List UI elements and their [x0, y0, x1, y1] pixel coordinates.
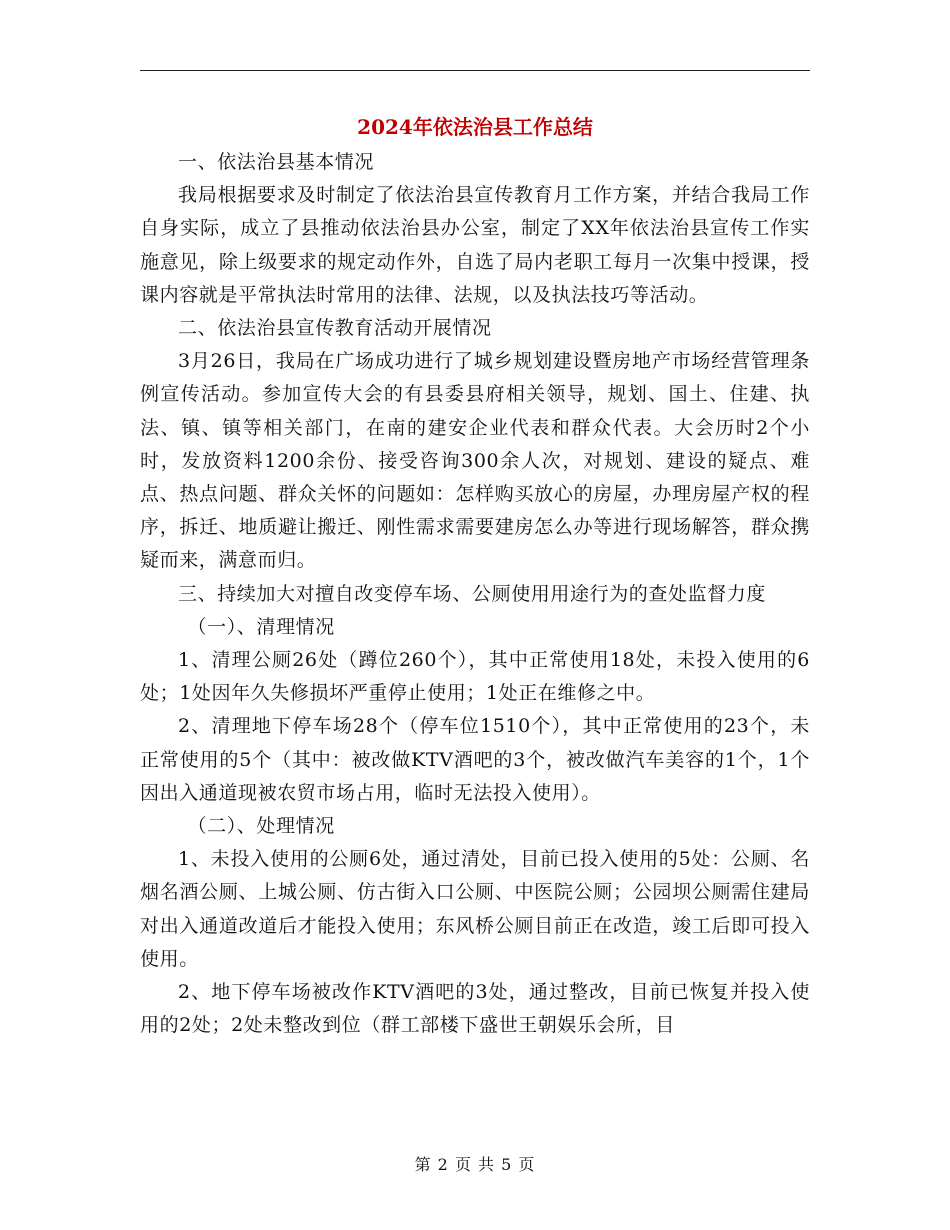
paragraph: 2、清理地下停车场28个（停车位1510个），其中正常使用的23个，未正常使用的5个（其中：被改做KTV酒吧的3个，被改做汽车美容的1个，1个因出入通道现被农贸市场占用，临时无法投入使用）。 — [140, 715, 810, 804]
paragraph: 3月26日，我局在广场成功进行了城乡规划建设暨房地产市场经营管理条例宣传活动。参加宣传大会的有县委县府相关领导，规划、国土、住建、执法、镇、镇等相关部门，在南的建安企业代表和群众代表。大会历时2个小时，发放资料1200余份、接受咨询300余人次，对规划、建设的疑点、难点、热点问题、群众关怀的问题如：怎样购买放心的房屋，办理房屋产权的程序，拆迁、地质避让搬迁、刚性需求需要建房怎么办等进行现场解答，群众携疑而来，满意而归。 — [140, 350, 810, 572]
document-body — [140, 146, 810, 1042]
section-heading-1: 一、依法治县基本情况 — [178, 151, 375, 173]
page-number: 第 2 页 共 5 页 — [414, 1155, 536, 1174]
paragraph: 1、清理公厕26处（蹲位260个），其中正常使用18处，未投入使用的6处；1处因年久失修损坏严重停止使用；1处正在维修之中。 — [140, 649, 810, 705]
subsection-heading-1: （一）、清理情况 — [187, 615, 335, 638]
subsection-heading-2: （二）、处理情况 — [187, 815, 335, 838]
paragraph: 我局根据要求及时制定了依法治县宣传教育月工作方案，并结合我局工作自身实际，成立了县推动依法治县办公室，制定了XX年依法治县宣传工作实施意见，除上级要求的规定动作外，自选了局内老职工每月一次集中授课，授课内容就是平常执法时常用的法律、法规，以及执法技巧等活动。 — [140, 184, 810, 306]
section-heading-2: 二、依法治县宣传教育活动开展情况 — [178, 317, 492, 340]
document-title: 2024年依法治县工作总结 — [357, 115, 593, 139]
paragraph: 2、地下停车场被改作KTV酒吧的3处，通过整改，目前已恢复并投入使用的2处；2处未整改到位（群工部楼下盛世王朝娱乐会所，目 — [140, 981, 810, 1037]
section-heading-3: 三、持续加大对擅自改变停车场、公厕使用用途行为的查处监督力度 — [178, 582, 767, 605]
paragraph: 1、未投入使用的公厕6处，通过清处，目前已投入使用的5处：公厕、名烟名酒公厕、上城公厕、仿古街入口公厕、中医院公厕；公园坝公厕需住建局对出入通道改道后才能投入使用；东风桥公厕目前正在改造，竣工后即可投入使用。 — [140, 848, 810, 970]
header-rule — [140, 70, 810, 71]
